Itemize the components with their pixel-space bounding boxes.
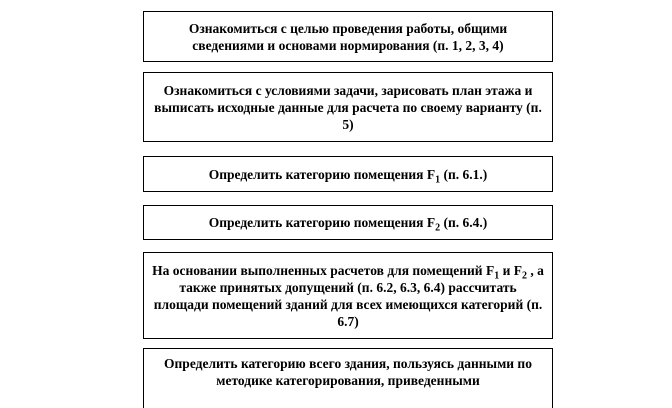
step-text-5 bbox=[152, 262, 544, 330]
step-text-3-after: (п. 6.1.) bbox=[440, 166, 488, 182]
step-text-5-middle: и F bbox=[499, 262, 522, 278]
step-text-4-after: (п. 6.4.) bbox=[440, 215, 488, 230]
step-text-3-subscript: 1 bbox=[435, 174, 441, 186]
step-box-6 bbox=[143, 348, 553, 408]
step-text-3-before: Определить категорию помещения F bbox=[208, 166, 436, 182]
step-text-2: Ознакомиться с условиями задачи, зарисовать план этажа и выписать исходные данные для расчета по своему варианту (п. 5) bbox=[154, 82, 542, 132]
step-box-3 bbox=[143, 156, 553, 192]
step-box-1 bbox=[143, 11, 553, 62]
step-text-6: Определить категорию всего здания, пользуясь данными по методике категорирования, приведенными bbox=[164, 356, 532, 388]
step-box-5 bbox=[143, 252, 553, 339]
step-text-4 bbox=[208, 214, 488, 234]
step-text-5-subscript-1: 1 bbox=[494, 270, 500, 282]
step-text-4-before: Определить категорию помещения F bbox=[208, 215, 436, 230]
step-box-2 bbox=[143, 72, 553, 142]
step-text-3 bbox=[208, 166, 488, 186]
step-text-1: Ознакомиться с целью проведения работы, общими сведениями и основами нормирования (п. 1, 2, 3, 4) bbox=[188, 20, 508, 53]
step-text-4-subscript: 2 bbox=[435, 222, 441, 234]
step-text-5-before: На основании выполненных расчетов для помещений F bbox=[152, 262, 495, 278]
step-box-4 bbox=[143, 205, 553, 240]
step-text-5-after: , а также принятых допущений (п. 6.2, 6.3, 6.4) рассчитать площади помещений зданий для всех имеющихся категорий (п. 6.7) bbox=[153, 262, 544, 329]
step-text-5-subscript-2: 2 bbox=[521, 270, 527, 282]
